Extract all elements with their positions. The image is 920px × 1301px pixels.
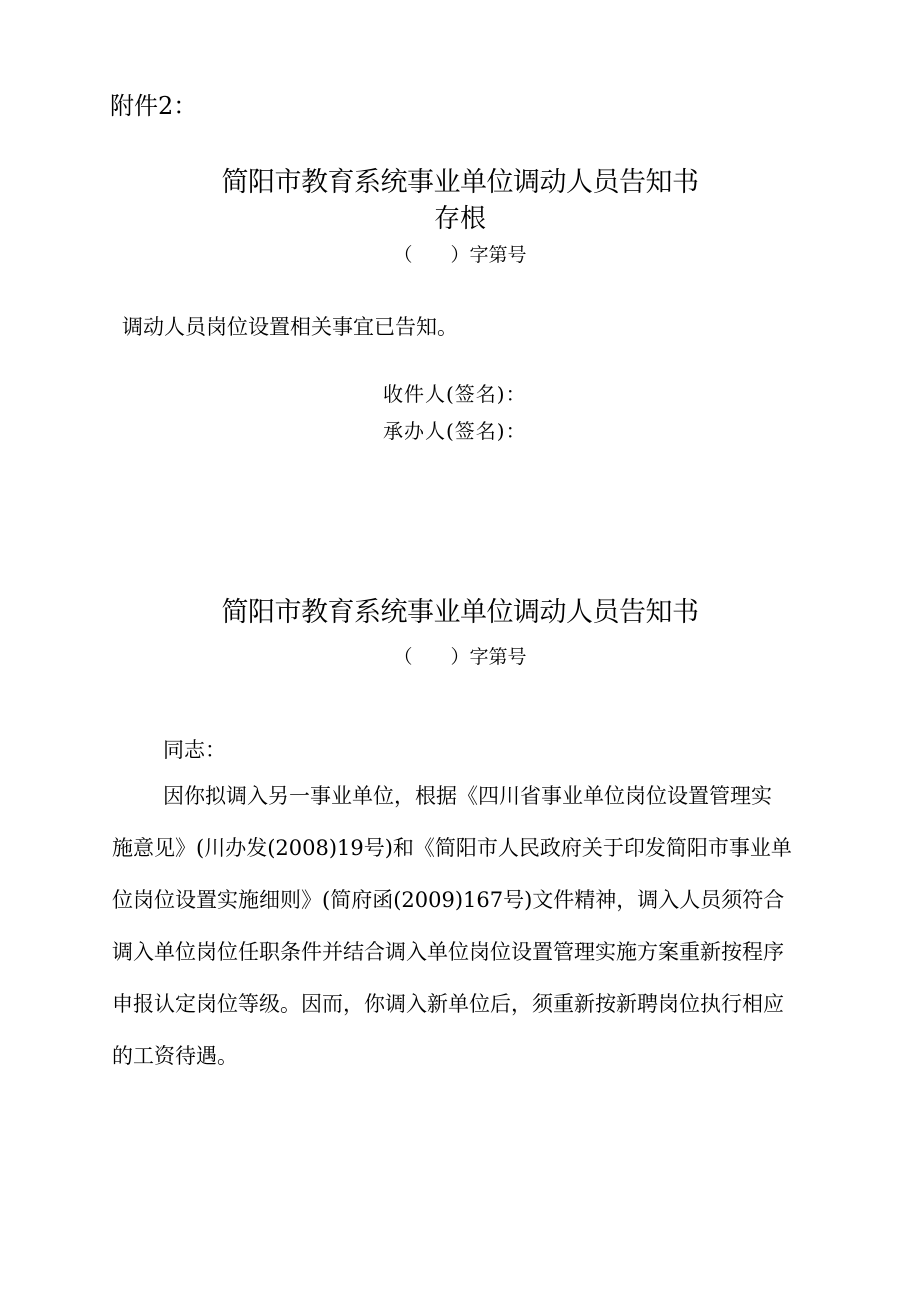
notice-body-line: 施意见》(川办发(2008)19号)和《简阳市人民政府关于印发简阳市事业单 <box>112 836 792 860</box>
recipient-signature-label: 收件人(签名)： <box>383 382 527 406</box>
notice-salutation: 同志： <box>163 738 226 762</box>
notice-title: 简阳市教育系统事业单位调动人员告知书 <box>221 597 699 628</box>
notice-body-line: 位岗位设置实施细则》(简府函(2009)167号)文件精神，调入人员须符合 <box>112 888 785 912</box>
notice-body <box>112 770 812 1090</box>
notice-body-line: 因你拟调入另一事业单位，根据《四川省事业单位岗位设置管理实 <box>163 784 772 808</box>
notice-body-line: 的工资待遇。 <box>112 1044 238 1068</box>
stub-doc-number: （ ）字第号 <box>393 244 527 266</box>
stub-title: 简阳市教育系统事业单位调动人员告知书 <box>221 167 699 198</box>
notice-body-line: 调入单位岗位任职条件并结合调入单位岗位设置管理实施方案重新按程序 <box>112 940 784 964</box>
notice-body-line: 申报认定岗位等级。因而，你调入新单位后，须重新按新聘岗位执行相应 <box>112 992 784 1016</box>
stub-subtitle: 存根 <box>433 204 486 234</box>
notice-doc-number: （ ）字第号 <box>393 646 527 668</box>
stub-notice-text: 调动人员岗位设置相关事宜已告知。 <box>122 315 458 339</box>
attachment-label: 附件2： <box>110 92 198 120</box>
handler-signature-label: 承办人(签名)： <box>383 419 527 443</box>
